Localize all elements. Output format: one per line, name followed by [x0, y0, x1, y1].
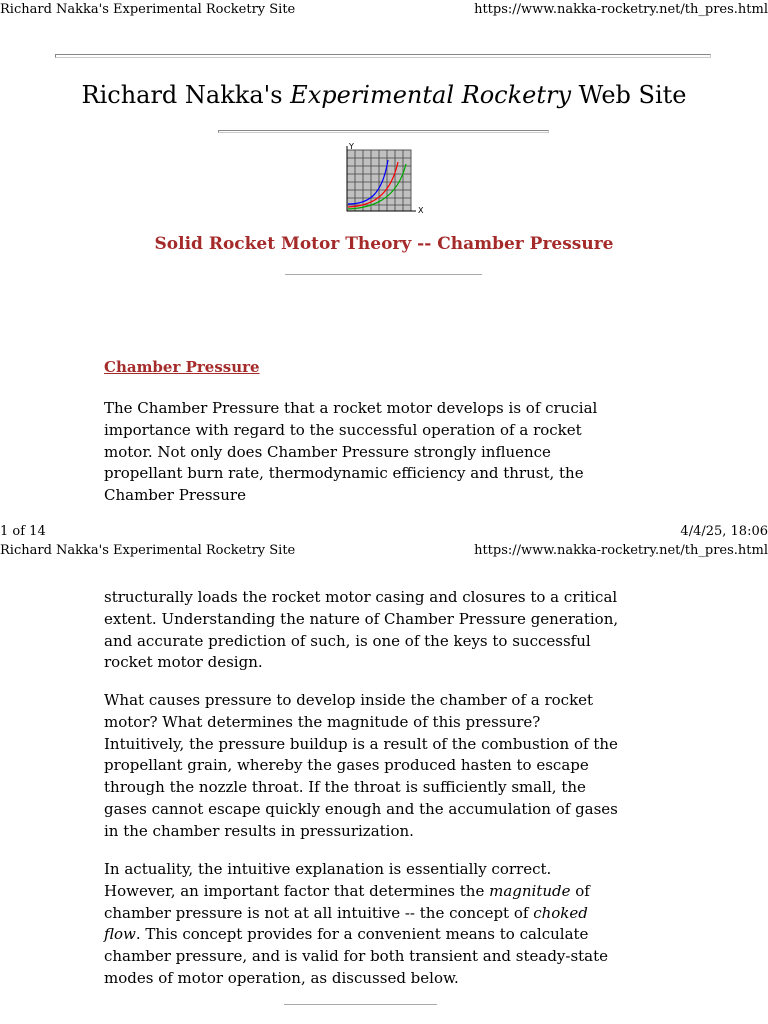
site-title-prefix: Richard Nakka's — [81, 81, 291, 109]
print-header-title-page2: Richard Nakka's Experimental Rocketry Site — [0, 543, 296, 558]
logo-x-label: X — [418, 206, 424, 214]
top-divider — [55, 54, 711, 58]
title-underline-divider — [285, 274, 482, 275]
page2-paragraph-1: structurally loads the rocket motor casing and closures to a critical extent. Understanding the nature of Chamber Pressure generation, and accurate prediction of such, is one of the keys to successful rocket motor design. — [104, 588, 619, 672]
para3-text-1: In actuality, the intuitive explanation is essentially correct. However, an important factor that determines the — [104, 860, 552, 900]
print-header-url-page2: https://www.nakka-rocketry.net/th_pres.html — [474, 543, 768, 558]
para3-text-2: of chamber pressure is not at all intuitive -- the concept of — [104, 881, 590, 922]
page2-paragraph-3 — [104, 859, 619, 990]
print-header-title: Richard Nakka's Experimental Rocketry Site — [0, 2, 296, 17]
bottom-divider — [284, 1004, 437, 1005]
para3-emphasis-choked-flow: choked flow — [104, 903, 588, 944]
site-title — [0, 80, 768, 110]
print-header-url: https://www.nakka-rocketry.net/th_pres.html — [474, 2, 768, 17]
logo-y-label: Y — [349, 142, 354, 151]
site-title-emphasis: Experimental Rocketry — [290, 81, 571, 109]
site-title-suffix: Web Site — [571, 81, 687, 109]
page1-paragraph: The Chamber Pressure that a rocket motor develops is of crucial importance with regard to the successful operation of a rocket motor. Not only does Chamber Pressure strongly influence propellant burn rate, thermodynamic efficiency and thrust, the Chamber Pressure — [104, 399, 598, 505]
page-title: Solid Rocket Motor Theory -- Chamber Pressure — [154, 234, 614, 254]
print-footer-page-count: 1 of 14 — [0, 524, 46, 539]
para3-text-3: . This concept provides for a convenient means to calculate chamber pressure, and is valid for both transient and steady-state modes of motor operation, as discussed below. — [104, 925, 609, 987]
graph-logo-icon — [342, 142, 426, 214]
page2-paragraph-2: What causes pressure to develop inside the chamber of a rocket motor? What determines the magnitude of this pressure? Intuitively, the pressure buildup is a result of the combustion of the propellant grain, whereby the gases produced hasten to escape through the nozzle throat. If the throat is sufficiently small, the gases cannot escape quickly enough and the accumulation of gases in the chamber results in pressurization. — [104, 691, 618, 840]
print-footer-date: 4/4/25, 18:06 — [680, 524, 768, 539]
section-heading-chamber-pressure[interactable]: Chamber Pressure — [104, 358, 260, 376]
para3-emphasis-magnitude: magnitude — [489, 881, 571, 900]
title-divider — [218, 130, 549, 133]
